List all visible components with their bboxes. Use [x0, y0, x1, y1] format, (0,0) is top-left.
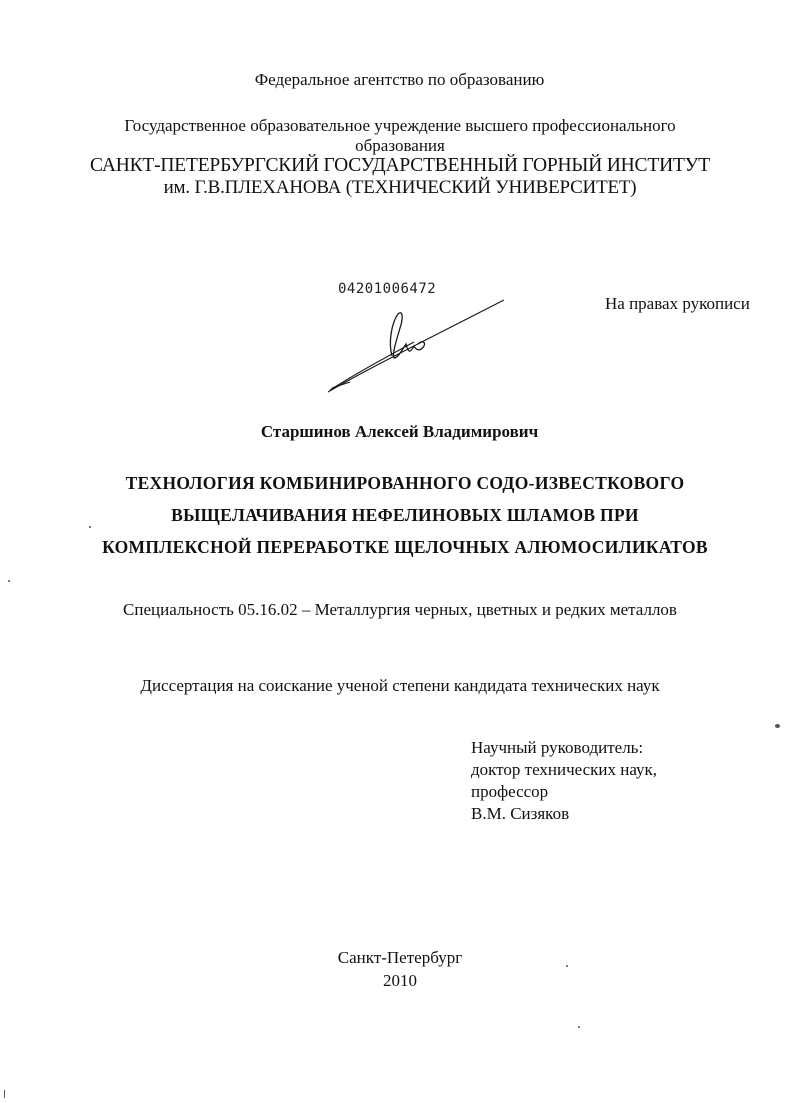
year: 2010 — [383, 971, 417, 990]
supervisor-degree: доктор технических наук, — [471, 760, 658, 779]
scan-speck — [89, 526, 91, 528]
dissertation-degree-line: Диссертация на соискание ученой степени кандидата технических наук — [140, 676, 660, 695]
specialty-line: Специальность 05.16.02 – Металлургия черных, цветных и редких металлов — [123, 600, 677, 619]
institution-type-line1: Государственное образовательное учреждение высшего профессионального — [124, 116, 676, 135]
institution-name-line1: САНКТ-ПЕТЕРБУРГСКИЙ ГОСУДАРСТВЕННЫЙ ГОРНЫЙ ИНСТИТУТ — [90, 155, 710, 176]
dissertation-title-line1: ТЕХНОЛОГИЯ КОМБИНИРОВАННОГО СОДО-ИЗВЕСТКОВОГО — [125, 473, 685, 493]
scan-speck — [8, 580, 10, 582]
scan-speck — [775, 724, 780, 728]
supervisor-name: В.М. Сизяков — [471, 804, 570, 823]
supervisor-rank: профессор — [471, 782, 549, 801]
dissertation-title-line2: ВЫЩЕЛАЧИВАНИЯ НЕФЕЛИНОВЫХ ШЛАМОВ ПРИ — [171, 505, 639, 525]
author-name: Старшинов Алексей Владимирович — [260, 422, 539, 441]
handwritten-signature — [322, 292, 512, 398]
supervisor-block — [471, 737, 657, 825]
supervisor-heading: Научный руководитель: — [471, 738, 644, 757]
registry-number: 04201006472 — [338, 281, 437, 297]
agency-name: Федеральное агентство по образованию — [254, 70, 545, 89]
city: Санкт-Петербург — [337, 948, 463, 967]
dissertation-title-line3: КОМПЛЕКСНОЙ ПЕРЕРАБОТКЕ ЩЕЛОЧНЫХ АЛЮМОСИЛИКАТОВ — [102, 537, 708, 557]
scan-speck — [4, 1090, 5, 1098]
institution-name-line2: им. Г.В.ПЛЕХАНОВА (ТЕХНИЧЕСКИЙ УНИВЕРСИТЕТ) — [163, 177, 637, 198]
scan-speck — [566, 965, 568, 967]
manuscript-rights-note: На правах рукописи — [605, 294, 750, 313]
scan-speck — [578, 1026, 580, 1028]
institution-type-line2: образования — [355, 136, 445, 155]
